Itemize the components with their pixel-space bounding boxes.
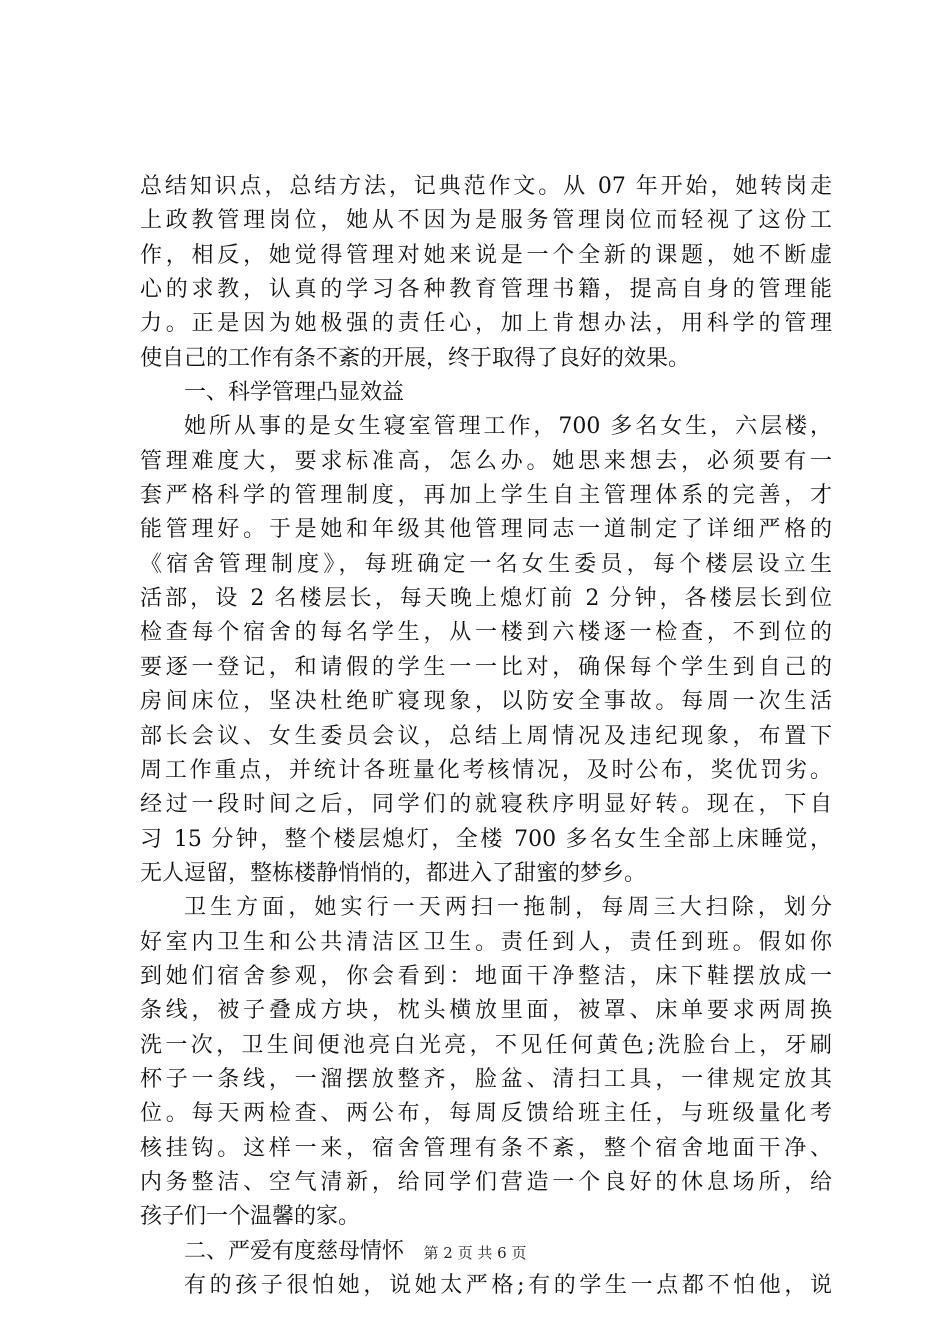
text-line: 内务整洁、空气清新，给同学们营造一个良好的休息场所，给 <box>140 1169 832 1195</box>
text-line: 位。每天两检查、两公布，每周反馈给班主任，与班级量化考 <box>140 1101 832 1127</box>
text-line: 习 15 分钟，整个楼层熄灯，全楼 700 多名女生全部上床睡觉， <box>140 826 832 852</box>
text-line: 洗一次，卫生间便池亮白光亮，不见任何黄色;洗脸台上，牙刷 <box>140 1032 832 1058</box>
text-line: 上政教管理岗位，她从不因为是服务管理岗位而轻视了这份工 <box>140 208 832 234</box>
text-line: 总结知识点，总结方法，记典范作文。从 07 年开始，她转岗走 <box>140 174 832 199</box>
text-line: 二、严爱有度慈母情怀 <box>184 1238 405 1264</box>
text-line: 核挂钩。这样一来，宿舍管理有条不紊，整个宿舍地面干净、 <box>140 1135 832 1161</box>
text-line: 卫生方面，她实行一天两扫一拖制，每周三大扫除，划分 <box>184 895 832 921</box>
text-line: 力。正是因为她极强的责任心，加上肯想办法，用科学的管理 <box>140 311 832 337</box>
text-line: 部长会议、女生委员会议，总结上周情况及违纪现象，布置下 <box>140 723 832 749</box>
text-line: 能管理好。于是她和年级其他管理同志一道制定了详细严格的 <box>140 517 832 543</box>
text-line: 一、科学管理凸显效益 <box>184 380 405 406</box>
text-line: 检查每个宿舍的每名学生，从一楼到六楼逐一检查，不到位的 <box>140 620 832 646</box>
text-line: 杯子一条线，一溜摆放整齐，脸盆、清扫工具，一律规定放其 <box>140 1066 832 1092</box>
text-line: 套严格科学的管理制度，再加上学生自主管理体系的完善，才 <box>140 483 832 509</box>
text-line: 经过一段时间之后，同学们的就寝秩序明显好转。现在，下自 <box>140 792 832 818</box>
page-footer: 第 2 页 共 6 页 <box>423 1244 527 1262</box>
text-line: 无人逗留，整栋楼静悄悄的，都进入了甜蜜的梦乡。 <box>140 860 647 886</box>
text-line: 周工作重点，并统计各班量化考核情况，及时公布，奖优罚劣。 <box>140 757 832 783</box>
text-line: 使自己的工作有条不紊的开展，终于取得了良好的效果。 <box>140 345 691 371</box>
text-line: 条线，被子叠成方块，枕头横放里面，被罩、床单要求两周换 <box>140 998 832 1024</box>
text-line: 她所从事的是女生寝室管理工作，700 多名女生，六层楼， <box>184 414 832 440</box>
text-line: 作，相反，她觉得管理对她来说是一个全新的课题，她不断虚 <box>140 242 832 268</box>
text-line: 到她们宿舍参观，你会看到：地面干净整洁，床下鞋摆放成一 <box>140 963 832 989</box>
text-line: 好室内卫生和公共清洁区卫生。责任到人，责任到班。假如你 <box>140 929 832 955</box>
document-body <box>140 170 832 1303</box>
text-line: 活部，设 2 名楼层长，每天晚上熄灯前 2 分钟，各楼层长到位 <box>140 586 832 612</box>
text-line: 有的孩子很怕她，说她太严格;有的学生一点都不怕他，说 <box>184 1273 832 1298</box>
text-line: 孩子们一个温馨的家。 <box>140 1204 361 1230</box>
text-line: 《宿舍管理制度》，每班确定一名女生委员，每个楼层设立生 <box>140 551 832 577</box>
text-line: 管理难度大，要求标准高，怎么办。她思来想去，必须要有一 <box>140 448 832 474</box>
text-line: 房间床位，坚决杜绝旷寝现象，以防安全事故。每周一次生活 <box>140 689 832 715</box>
text-line: 要逐一登记，和请假的学生一一比对，确保每个学生到自己的 <box>140 654 832 680</box>
text-line: 心的求教，认真的学习各种教育管理书籍，提高自身的管理能 <box>140 277 832 303</box>
